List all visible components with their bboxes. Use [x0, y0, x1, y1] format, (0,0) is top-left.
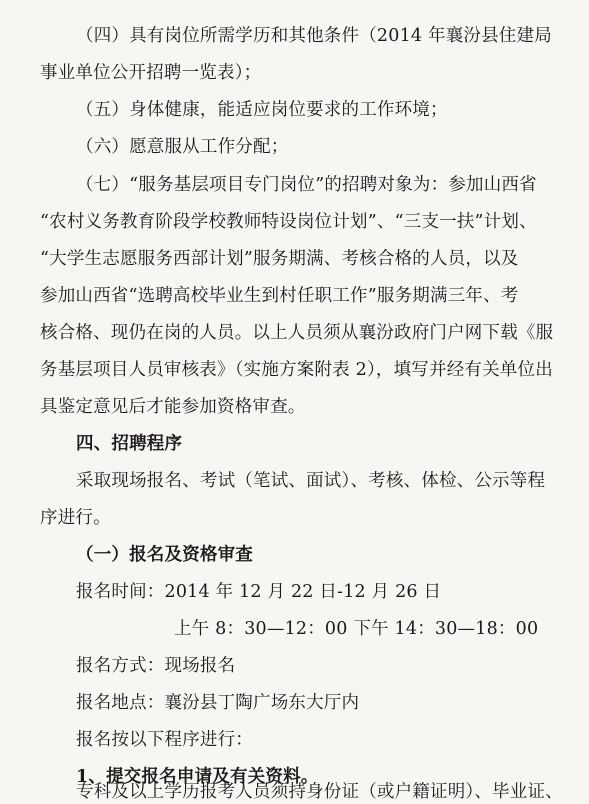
condition-7-line-6: 务基层项目人员审核表》（实施方案附表 2），填写并经有关单位出: [40, 360, 553, 380]
condition-7-line-2: “农村义务教育阶段学校教师特设岗位计划”、“三支一扶”计划、: [40, 212, 537, 232]
registration-time: 报名时间：2014 年 12 月 22 日-12 月 26 日: [76, 582, 442, 602]
condition-7-line-1: （七）“服务基层项目专门岗位”的招聘对象为：参加山西省: [76, 175, 537, 195]
section-heading-recruitment-procedure: 四、招聘程序: [76, 434, 183, 454]
condition-7-line-3: “大学生志愿服务西部计划”服务期满、考核合格的人员，以及: [40, 249, 519, 269]
procedure-line-2: 序进行。: [40, 508, 111, 528]
registration-steps-intro: 报名按以下程序进行：: [76, 730, 253, 750]
condition-7-line-4: 参加山西省“选聘高校毕业生到村任职工作”服务期满三年、考: [40, 286, 519, 306]
registration-location: 报名地点：襄汾县丁陶广场东大厅内: [76, 693, 360, 713]
condition-7-line-5: 核合格、现仍在岗的人员。以上人员须从襄汾政府门户网下载《服: [40, 323, 554, 343]
condition-4-line-2: 事业单位公开招聘一览表）；: [40, 63, 262, 83]
step-1-detail: 专科及以上学历报考人员须持身份证（或户籍证明）、毕业证、: [76, 782, 563, 802]
procedure-line-1: 采取现场报名、考试（笔试、面试）、考核、体检、公示等程: [76, 471, 546, 491]
condition-7-line-7: 具鉴定意见后才能参加资格审查。: [40, 397, 306, 417]
registration-method: 报名方式：现场报名: [76, 656, 236, 676]
condition-5: （五）身体健康，能适应岗位要求的工作环境；: [76, 100, 448, 120]
step-1-heading: 1、提交报名申请及有关资料。: [76, 767, 319, 787]
registration-hours: 上午 8：30—12：00 下午 14：30—18：00: [174, 619, 539, 639]
subheading-registration: （一）报名及资格审查: [76, 545, 253, 565]
condition-6: （六）愿意服从工作分配；: [76, 137, 289, 157]
condition-4-line-1: （四）具有岗位所需学历和其他条件（2014 年襄汾县住建局: [76, 26, 552, 46]
